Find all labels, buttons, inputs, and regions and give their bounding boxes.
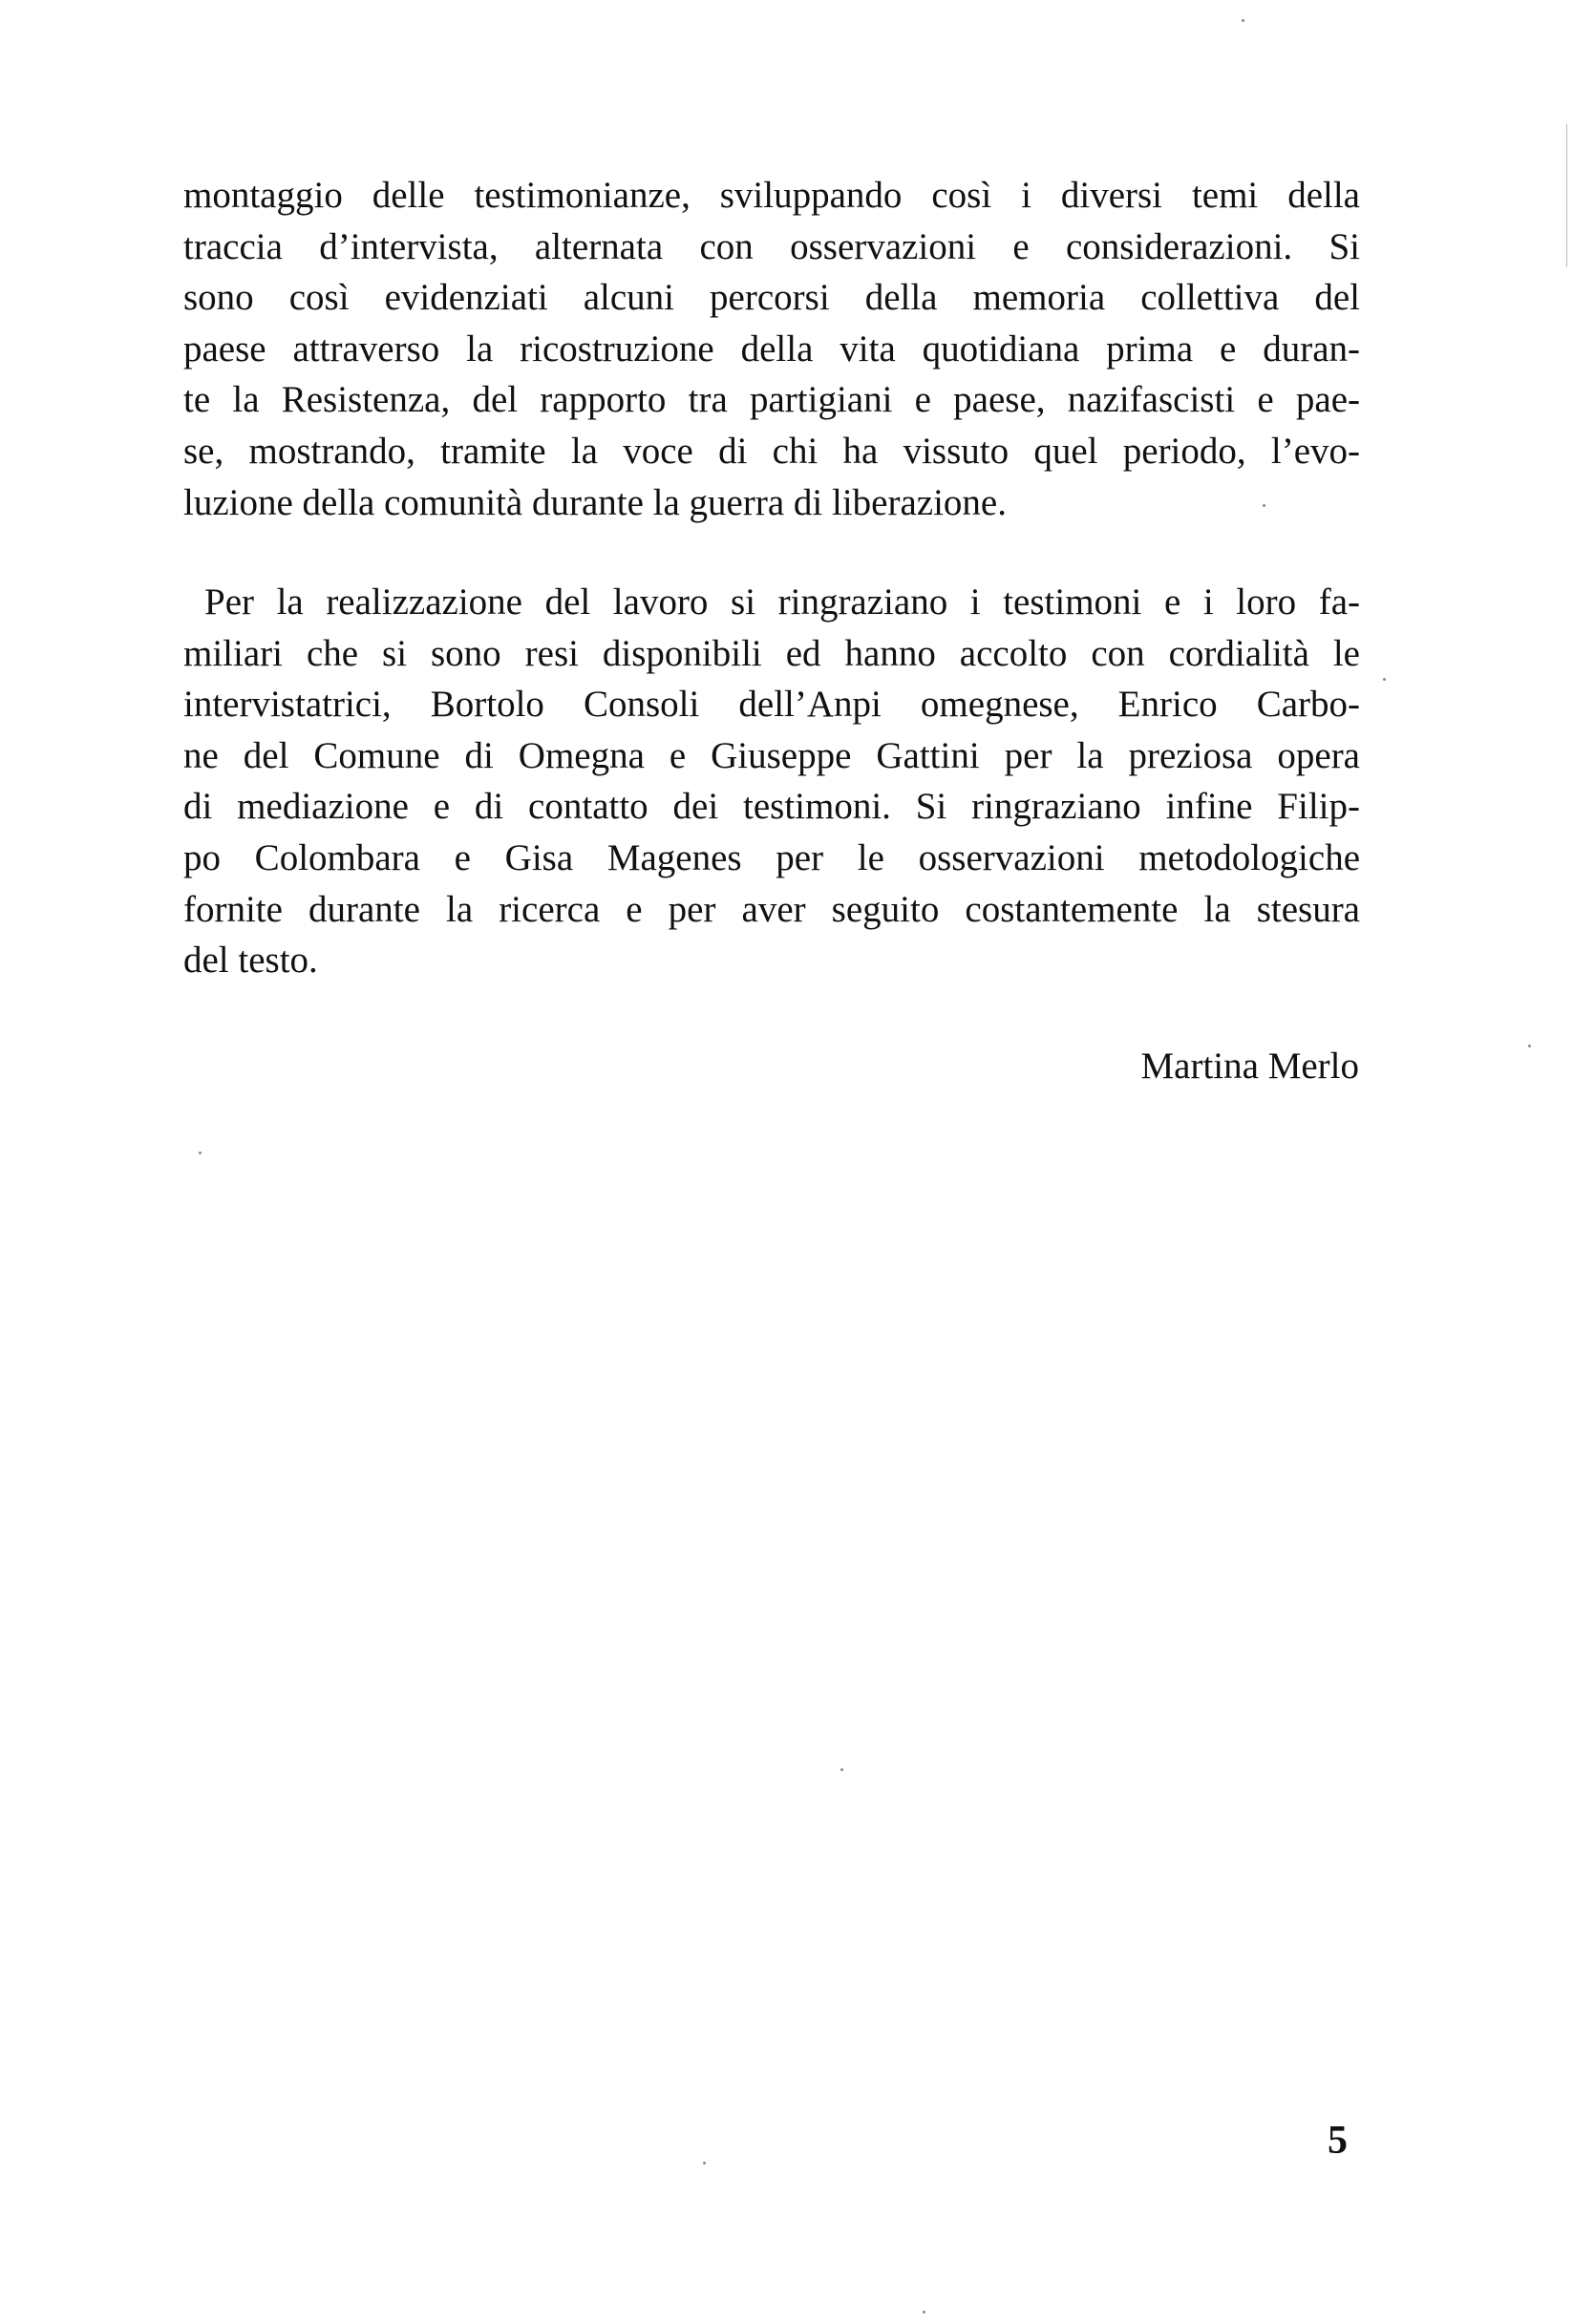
text-line: traccia d’intervista, alternata con osservazioni e considerazioni. Si: [183, 225, 1360, 267]
scan-speck: [1528, 1045, 1531, 1047]
scan-speck: [199, 1151, 202, 1154]
text-line: te la Resistenza, del rapporto tra partigiani e paese, nazifascisti e pae-: [183, 379, 1360, 421]
text-line: montaggio delle testimonianze, sviluppando così i diversi temi della: [183, 175, 1360, 216]
author-signature: Martina Merlo: [1140, 1046, 1359, 1087]
text-line: del testo.: [183, 940, 318, 982]
text-line: sono così evidenziati alcuni percorsi della memoria collettiva del: [183, 277, 1360, 319]
scan-speck: [703, 2162, 706, 2165]
scan-speck: [1383, 678, 1386, 681]
paragraph-methodology: [183, 170, 1360, 528]
scan-edge-mark: [1566, 124, 1567, 267]
page-number: 5: [1328, 2119, 1348, 2163]
text-line: paese attraverso la ricostruzione della vita quotidiana prima e duran-: [183, 327, 1360, 370]
text-line: intervistatrici, Bortolo Consoli dell’Anpi omegnese, Enrico Carbo-: [183, 684, 1360, 726]
text-line: Per la realizzazione del lavoro si ringraziano i testimoni e i loro fa-: [204, 581, 1360, 623]
text-line: ne del Comune di Omegna e Giuseppe Gattini per la preziosa opera: [183, 734, 1360, 776]
scan-speck: [923, 2311, 925, 2313]
scan-speck: [840, 1768, 843, 1771]
text-line: fornite durante la ricerca e per aver seguito costantemente la stesura: [183, 888, 1360, 930]
text-line: miliari che si sono resi disponibili ed hanno accolto con cordialità le: [183, 632, 1360, 674]
text-line: se, mostrando, tramite la voce di chi ha vissuto quel periodo, l’evo-: [183, 430, 1360, 472]
paragraph-acknowledgements: [183, 577, 1360, 986]
scan-speck: [1263, 504, 1265, 507]
text-line: di mediazione e di contatto dei testimoni. Si ringraziano infine Filip-: [183, 786, 1360, 828]
text-line: po Colombara e Gisa Magenes per le osservazioni metodologiche: [183, 836, 1360, 878]
text-line: luzione della comunità durante la guerra di liberazione.: [183, 481, 1007, 523]
scan-speck: [1242, 19, 1244, 22]
